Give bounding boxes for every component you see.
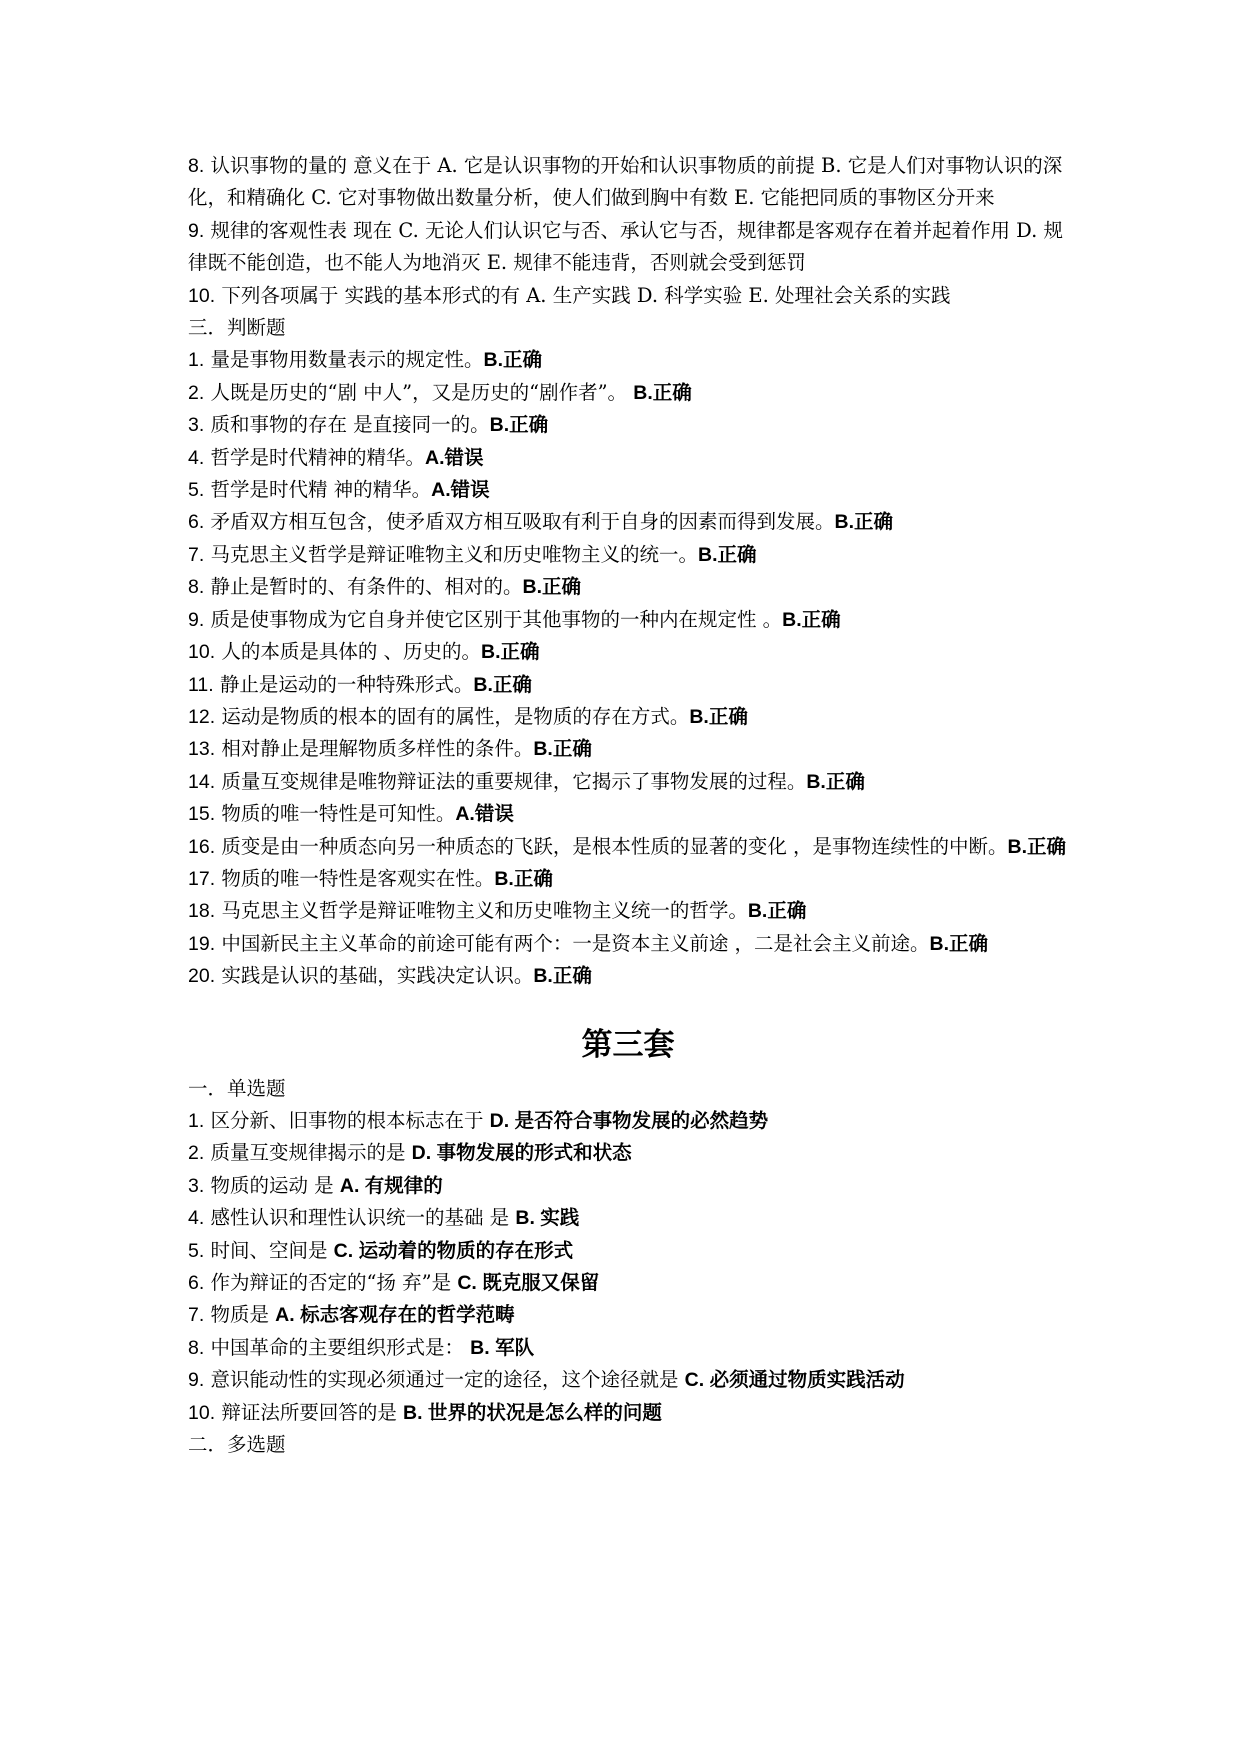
judge-item: 11. 静止是运动的一种特殊形式。B.正确 [188,672,532,696]
judge-item: 12. 运动是物质的根本的固有的属性，是物质的存在方式。B.正确 [188,704,748,728]
judge-item: 10. 人的本质是具体的 、历史的。B.正确 [188,640,540,664]
judge-item: 14. 质量互变规律是唯物辩证法的重要规律，它揭示了事物发展的过程。B.正确 [188,769,865,793]
answer: A. 有规律的 [339,1174,443,1197]
answer: B.正确 [929,932,989,955]
single-item: 8. 中国革命的主要组织形式是： B. 军队 [188,1335,535,1359]
answer: B.正确 [1007,835,1067,858]
answer: B.正确 [689,705,748,728]
multi-item: 9. 规律的客观性表 现在 C. 无论人们认识它与否、承认它与否，规律都是客观存在着并起着作用 D. 规律既不能创造，也不能人为地消灭 E. 规律不能违背，否则就会受到惩罚 [188,218,1064,275]
answer: B.正确 [782,608,841,631]
judge-item: 15. 物质的唯一特性是可知性。A.错误 [188,802,514,826]
judge-item: 16. 质变是由一种质态向另一种质态的飞跃，是根本性质的显著的变化 ，是事物连续性的中断。B.正确 [188,834,1067,858]
multi-item: 10. 下列各项属于 实践的基本形式的有 A. 生产实践 D. 科学实验 E. 处理社会关系的实践 [188,283,951,307]
single-item: 5. 时间、空间是 C. 运动着的物质的存在形式 [188,1238,574,1262]
answer: B.正确 [483,349,542,372]
multi-choice-tail [188,150,1068,312]
judge-item: 9. 质是使事物成为它自身并使它区别于其他事物的一种内在规定性 。B.正确 [188,607,841,631]
judge-item: 4. 哲学是时代精神的精华。A.错误 [188,445,484,469]
set-title: 第三套 [581,1026,675,1063]
answer: B.正确 [533,738,592,761]
answer: B.正确 [522,576,581,599]
judge-item: 6. 矛盾双方相互包含，使矛盾双方相互吸取有利于自身的因素而得到发展。B.正确 [188,510,893,534]
answer: B.正确 [806,770,865,793]
single-item: 9. 意识能动性的实现必须通过一定的途径，这个途径就是 C. 必须通过物质实践活动 [188,1368,905,1392]
answer: C. 运动着的物质的存在形式 [333,1239,574,1262]
answer: B.正确 [489,414,549,437]
single-item: 10. 辩证法所要回答的是 B. 世界的状况是怎么样的问题 [188,1400,662,1424]
judge-item: 7. 马克思主义哲学是辩证唯物主义和历史唯物主义的统一。B.正确 [188,542,757,566]
answer: B. 世界的状况是怎么样的问题 [403,1401,662,1424]
answer: A.错误 [455,803,514,826]
judge-item: 3. 质和事物的存在 是直接同一的。B.正确 [188,413,549,437]
judge-item: 13. 相对静止是理解物质多样性的条件。B.正确 [188,737,592,761]
judge-item: 1. 量是事物用数量表示的规定性。B.正确 [188,348,542,372]
answer: B. 实践 [515,1207,580,1230]
single-item: 1. 区分新、旧事物的根本标志在于 D. 是否符合事物发展的必然趋势 [188,1108,769,1132]
judge-item: 20. 实践是认识的基础，实践决定认识。B.正确 [188,964,592,988]
multi-item: 8. 认识事物的量的 意义在于 A. 它是认识事物的开始和认识事物质的前提 B. 它是人们对事物认识的深化，和精确化 C. 它对事物做出数量分析，使人们做到胸中有数 E. 它能把同质的事物区分开来 [188,154,1063,210]
answer: B.正确 [834,511,893,534]
judge-heading: 三．判断题 [188,316,286,340]
single-item: 6. 作为辩证的否定的“扬 弃”是 C. 既克服又保留 [188,1271,600,1294]
answer: A.错误 [431,479,490,502]
answer: B.正确 [533,965,592,988]
single-item: 7. 物质是 A. 标志客观存在的哲学范畴 [188,1303,515,1327]
answer: A. 标志客观存在的哲学范畴 [275,1304,515,1327]
judge-item: 2. 人既是历史的“剧 中人”，又是历史的“剧作者”。 B.正确 [188,380,692,404]
single-item: 2. 质量互变规律揭示的是 D. 事物发展的形式和状态 [188,1141,632,1165]
answer: B. 军队 [470,1336,535,1359]
multi-heading: 二．多选题 [188,1433,286,1457]
judge-list [188,344,1068,992]
answer: B.正确 [494,867,553,890]
judge-item: 18. 马克思主义哲学是辩证唯物主义和历史唯物主义统一的哲学。B.正确 [188,899,807,923]
judge-item: 5. 哲学是时代精 神的精华。A.错误 [188,478,490,502]
answer: B.正确 [633,381,692,404]
answer: B.正确 [473,673,532,696]
single-list [188,1105,1068,1429]
answer: D. 是否符合事物发展的必然趋势 [489,1109,769,1132]
answer: C. 既克服又保留 [457,1272,600,1294]
single-heading: 一．单选题 [188,1076,286,1100]
single-item: 3. 物质的运动 是 A. 有规律的 [188,1173,443,1197]
judge-item: 17. 物质的唯一特性是客观实在性。B.正确 [188,866,553,890]
answer: A.错误 [424,446,484,469]
judge-item: 8. 静止是暂时的、有条件的、相对的。B.正确 [188,575,581,599]
answer: B.正确 [481,641,540,664]
single-item: 4. 感性认识和理性认识统一的基础 是 B. 实践 [188,1206,580,1230]
document-page [188,150,1068,1461]
answer: D. 事物发展的形式和状态 [411,1142,632,1165]
answer: C. 必须通过物质实践活动 [684,1369,905,1392]
judge-item: 19. 中国新民主主义革命的前途可能有两个：一是资本主义前途 ，二是社会主义前途。B.正确 [188,931,989,955]
answer: B.正确 [697,543,757,566]
answer: B.正确 [747,900,807,923]
